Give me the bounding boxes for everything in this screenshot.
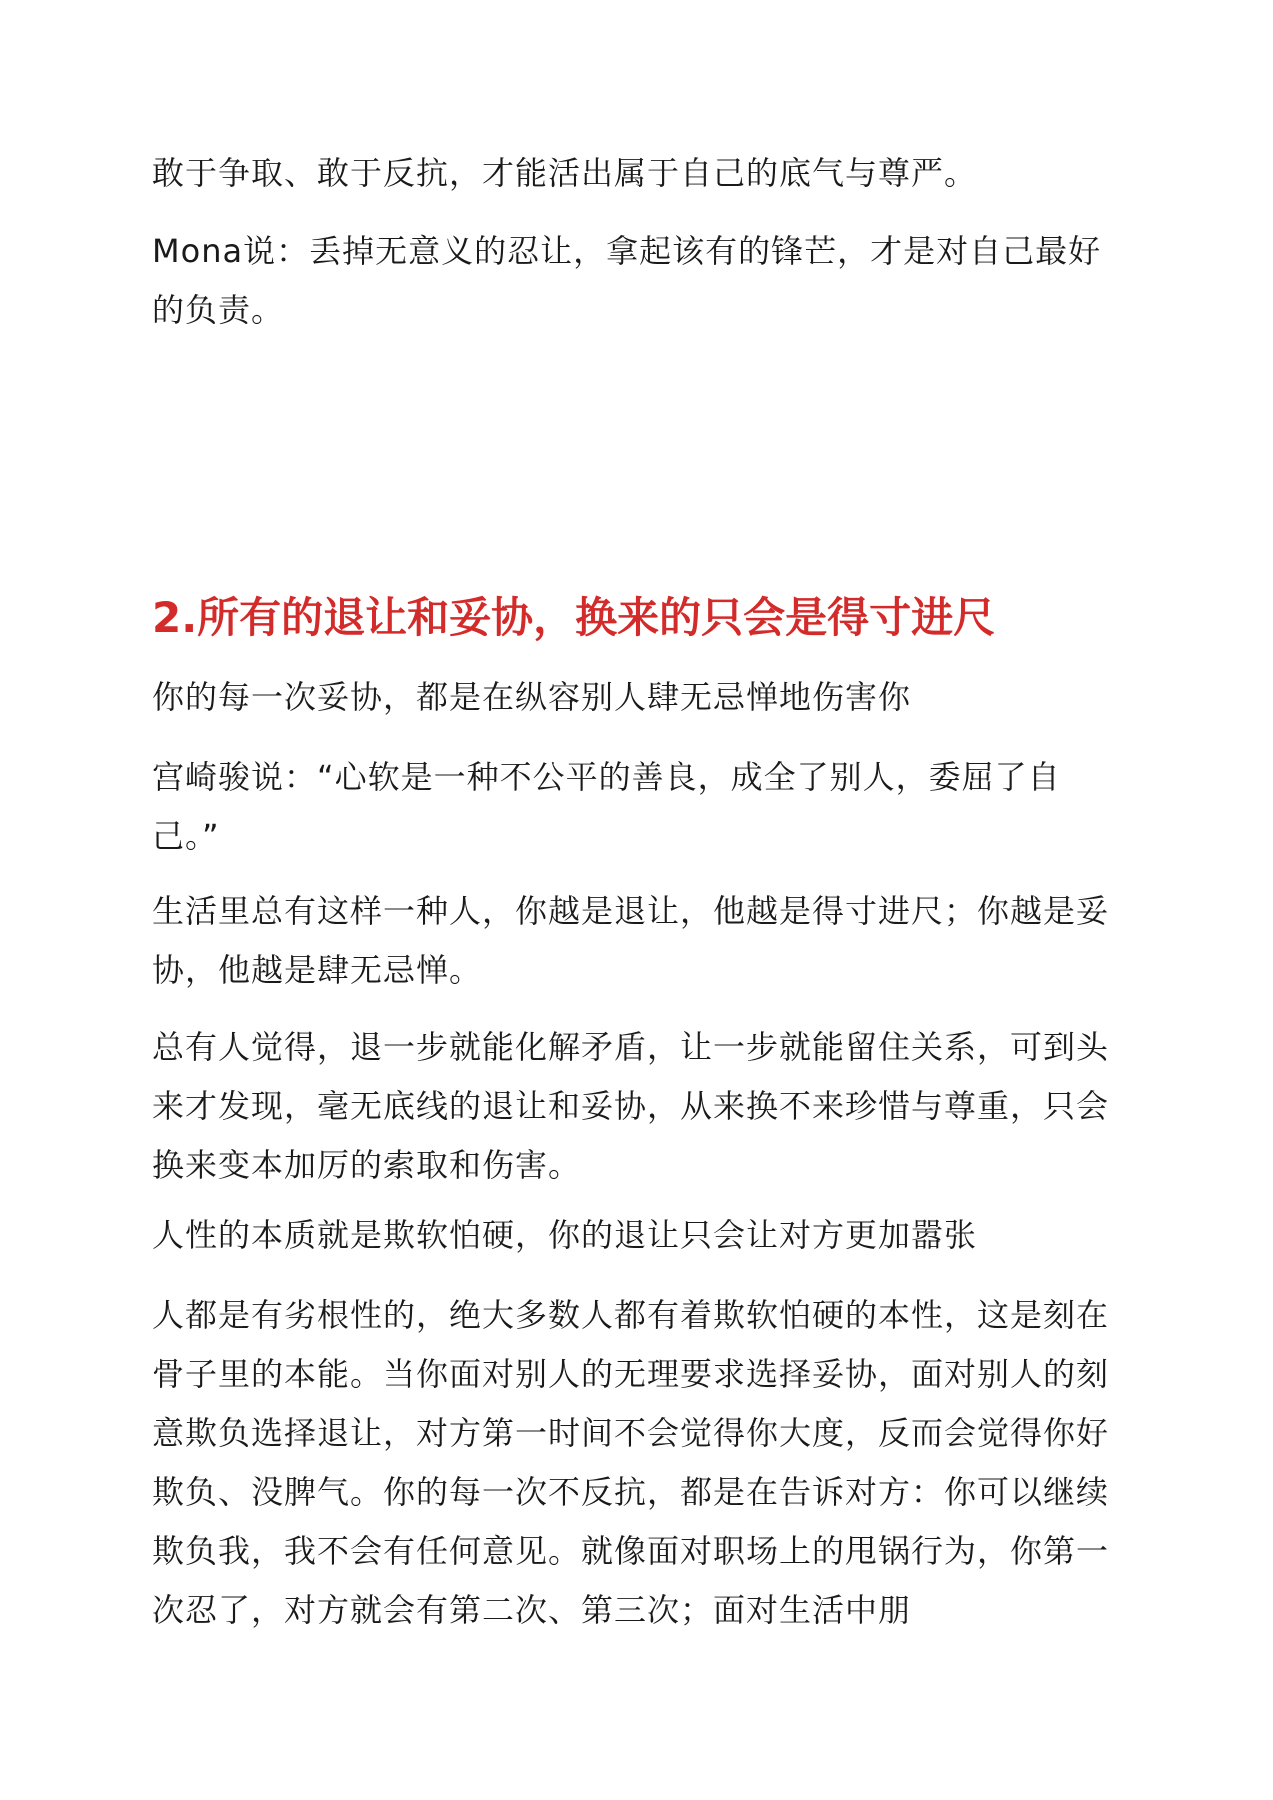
section-heading: 2.所有的退让和妥协，换来的只会是得寸进尺 bbox=[152, 593, 996, 642]
paragraph-mona-quote: Mona说：丢掉无意义的忍让，拿起该有的锋芒，才是对自己最好的负责。 bbox=[152, 232, 1102, 329]
paragraph-retreat: 生活里总有这样一种人，你越是退让，他越是得寸进尺；你越是妥协，他越是肆无忌惮。 bbox=[152, 892, 1110, 989]
paragraph-dignity: 敢于争取、敢于反抗，才能活出属于自己的底气与尊严。 bbox=[152, 154, 978, 192]
paragraph-bottom-line: 总有人觉得，退一步就能化解矛盾，让一步就能留住关系，可到头来才发现，毫无底线的退让和妥协，从来换不来珍惜与尊重，只会换来变本加厉的索取和伤害。 bbox=[152, 1028, 1110, 1184]
paragraph-inferiority: 人都是有劣根性的，绝大多数人都有着欺软怕硬的本性，这是刻在骨子里的本能。当你面对别人的无理要求选择妥协，面对别人的刻意欺负选择退让，对方第一时间不会觉得你大度，反而会觉得你好欺负、没脾气。你的每一次不反抗，都是在告诉对方：你可以继续欺负我，我不会有任何意见。就像面对职场上的甩锅行为，你第一次忍了，对方就会有第二次、第三次；面对生活中朋 bbox=[152, 1296, 1110, 1629]
paragraph-human-nature: 人性的本质就是欺软怕硬，你的退让只会让对方更加嚣张 bbox=[152, 1216, 978, 1254]
paragraph-compromise: 你的每一次妥协，都是在纵容别人肆无忌惮地伤害你 bbox=[152, 678, 912, 716]
paragraph-miyazaki-quote: 宫崎骏说：“心软是一种不公平的善良，成全了别人，委屈了自己。” bbox=[152, 758, 1061, 855]
